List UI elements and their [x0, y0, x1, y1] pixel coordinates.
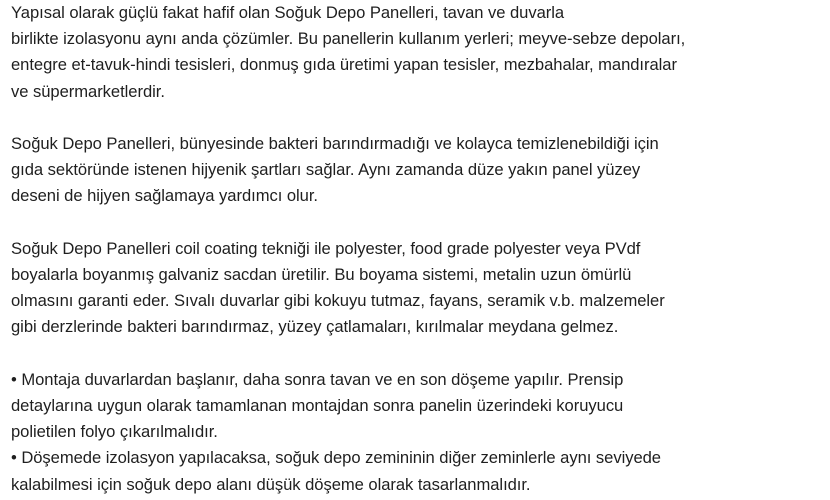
text-line: Soğuk Depo Panelleri, bünyesinde bakteri barındırmadığı ve kolayca temizlenebildiği için [11, 134, 659, 153]
paragraph-spacer [11, 341, 826, 367]
paragraph-installation-bullets [11, 367, 826, 498]
paragraph-spacer [11, 105, 826, 131]
bullet-line: polietilen folyo çıkarılmalıdır. [11, 422, 218, 442]
text-line: Yapısal olarak güçlü fakat hafif olan Soğuk Depo Panelleri, tavan ve duvarla [11, 3, 565, 22]
bullet-line: detaylarına uygun olarak tamamlanan montajdan sonra panelin üzerindeki koruyucu [11, 396, 624, 415]
document-body [11, 0, 826, 498]
bullet-line: kalabilmesi için soğuk depo alanı düşük döşeme olarak tasarlanmalıdır. [11, 474, 531, 494]
bullet-line: • Montaja duvarlardan başlanır, daha sonra tavan ve en son döşeme yapılır. Prensip [11, 369, 624, 389]
text-line: ve süpermarketlerdir. [11, 81, 165, 101]
text-line: birlikte izolasyonu aynı anda çözümler. Bu panellerin kullanım yerleri; meyve-sebze depoları, [11, 29, 686, 49]
paragraph-spacer [11, 210, 826, 236]
text-line: Soğuk Depo Panelleri coil coating tekniği ile polyester, food grade polyester veya PVdf [11, 238, 641, 258]
text-line: boyalarla boyanmış galvaniz sacdan üretilir. Bu boyama sistemi, metalin uzun ömürlü [11, 265, 632, 284]
paragraph-hygiene [11, 131, 826, 210]
text-line: entegre et-tavuk-hindi tesisleri, donmuş gıda üretimi yapan tesisler, mezbahalar, mandıralar [11, 55, 677, 75]
paragraph-structure [11, 0, 826, 105]
bullet-line: • Döşemede izolasyon yapılacaksa, soğuk depo zemininin diğer zeminlerle aynı seviyede [11, 448, 661, 468]
paragraph-coating [11, 236, 826, 341]
text-line: gibi derzlerinde bakteri barındırmaz, yüzey çatlamaları, kırılmalar meydana gelmez. [11, 317, 619, 337]
text-line: deseni de hijyen sağlamaya yardımcı olur. [11, 186, 318, 206]
text-line: olmasını garanti eder. Sıvalı duvarlar gibi kokuyu tutmaz, fayans, seramik v.b. malzemeler [11, 291, 665, 311]
text-line: gıda sektöründe istenen hijyenik şartları sağlar. Aynı zamanda düze yakın panel yüzey [11, 160, 641, 180]
